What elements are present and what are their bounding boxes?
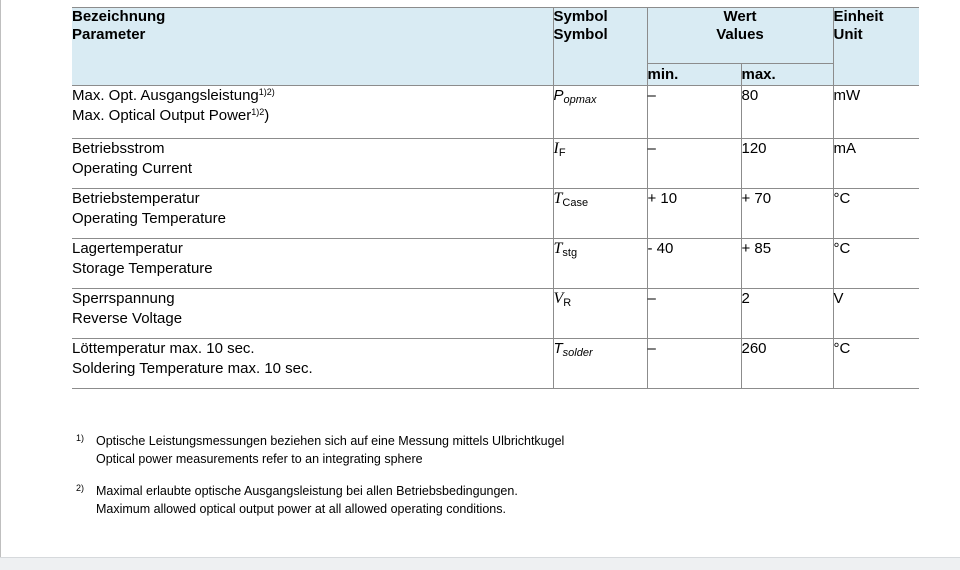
table-row bbox=[72, 189, 919, 239]
header-symbol-de: Symbol bbox=[553, 8, 608, 25]
row-parameter-de: Sperrspannung bbox=[72, 290, 175, 307]
footnotes bbox=[74, 432, 934, 532]
row-parameter-en-tail: ) bbox=[264, 107, 270, 124]
row-max: 120 bbox=[741, 139, 833, 189]
row-parameter bbox=[72, 339, 553, 389]
row-parameter bbox=[72, 86, 553, 139]
footnote-ref: 1)2) bbox=[258, 87, 275, 97]
ratings-table bbox=[72, 7, 919, 389]
row-symbol bbox=[553, 339, 647, 389]
row-min: – bbox=[647, 289, 741, 339]
row-parameter bbox=[72, 239, 553, 289]
header-values-de: Wert bbox=[723, 8, 757, 25]
footnote-text-de: Optische Leistungsmessungen beziehen sich auf eine Messung mittels Ulbrichtkugel bbox=[96, 434, 565, 448]
row-symbol bbox=[553, 189, 647, 239]
symbol-main: T bbox=[553, 340, 563, 357]
header-parameter-en: Parameter bbox=[72, 26, 146, 43]
row-parameter-en: Operating Temperature bbox=[72, 210, 226, 227]
row-parameter bbox=[72, 139, 553, 189]
table-row bbox=[72, 86, 919, 139]
symbol-sub: solder bbox=[562, 347, 593, 359]
row-max: + 70 bbox=[741, 189, 833, 239]
header-values bbox=[647, 8, 833, 64]
row-parameter-en: Storage Temperature bbox=[72, 260, 213, 277]
symbol-main: T bbox=[553, 190, 563, 207]
row-parameter bbox=[72, 289, 553, 339]
row-min: – bbox=[647, 86, 741, 139]
header-parameter bbox=[72, 8, 553, 86]
row-parameter-de: Löttemperatur max. 10 sec. bbox=[72, 340, 255, 357]
row-min: + 10 bbox=[647, 189, 741, 239]
header-min: min. bbox=[647, 64, 741, 86]
header-max: max. bbox=[741, 64, 833, 86]
symbol-sub: Case bbox=[562, 197, 589, 209]
table-row bbox=[72, 239, 919, 289]
row-parameter bbox=[72, 189, 553, 239]
symbol-sub: F bbox=[558, 147, 566, 159]
symbol-main: V bbox=[553, 290, 564, 307]
row-symbol bbox=[553, 289, 647, 339]
row-parameter-en: Soldering Temperature max. 10 sec. bbox=[72, 360, 313, 377]
row-min: – bbox=[647, 339, 741, 389]
symbol-main: T bbox=[553, 240, 563, 257]
footnote-ref: 1)2 bbox=[251, 107, 265, 117]
row-min: – bbox=[647, 139, 741, 189]
table-row bbox=[72, 139, 919, 189]
footnote-mark: 1) bbox=[76, 433, 85, 443]
page-left-border bbox=[0, 0, 1, 557]
header-values-en: Values bbox=[716, 26, 764, 43]
row-unit: °C bbox=[833, 239, 919, 289]
row-unit: mW bbox=[833, 86, 919, 139]
symbol-sub: opmax bbox=[563, 94, 597, 106]
header-unit-en: Unit bbox=[833, 26, 863, 43]
row-parameter-en: Reverse Voltage bbox=[72, 310, 183, 327]
bottom-strip bbox=[0, 557, 960, 570]
row-parameter-de: Betriebstemperatur bbox=[72, 190, 200, 207]
row-unit: V bbox=[833, 289, 919, 339]
row-symbol bbox=[553, 139, 647, 189]
header-symbol-en: Symbol bbox=[553, 26, 608, 43]
footnote-text-en: Maximum allowed optical output power at all allowed operating conditions. bbox=[96, 502, 506, 516]
symbol-sub: R bbox=[563, 297, 572, 309]
row-max: 260 bbox=[741, 339, 833, 389]
row-unit: °C bbox=[833, 189, 919, 239]
row-symbol bbox=[553, 86, 647, 139]
footnote-text-en: Optical power measurements refer to an integrating sphere bbox=[96, 452, 423, 466]
symbol-main: I bbox=[553, 140, 559, 157]
row-parameter-en: Operating Current bbox=[72, 160, 193, 177]
footnote-text-de: Maximal erlaubte optische Ausgangsleistung bei allen Betriebsbedingungen. bbox=[96, 484, 518, 498]
row-unit: °C bbox=[833, 339, 919, 389]
footnote bbox=[74, 432, 934, 468]
row-parameter-de: Lagertemperatur bbox=[72, 240, 183, 257]
symbol-sub: stg bbox=[562, 247, 578, 259]
symbol-main: P bbox=[553, 87, 564, 104]
table-row bbox=[72, 339, 919, 389]
header-parameter-de: Bezeichnung bbox=[72, 8, 166, 25]
row-max: + 85 bbox=[741, 239, 833, 289]
row-unit: mA bbox=[833, 139, 919, 189]
header-symbol bbox=[553, 8, 647, 86]
row-parameter-de: Max. Opt. Ausgangsleistung bbox=[72, 87, 259, 104]
row-max: 2 bbox=[741, 289, 833, 339]
footnote-mark: 2) bbox=[76, 483, 85, 493]
row-parameter-en: Max. Optical Output Power bbox=[72, 107, 252, 124]
row-max: 80 bbox=[741, 86, 833, 139]
header-unit bbox=[833, 8, 919, 86]
header-unit-de: Einheit bbox=[833, 8, 884, 25]
table-row bbox=[72, 289, 919, 339]
footnote bbox=[74, 482, 934, 518]
row-parameter-de: Betriebsstrom bbox=[72, 140, 165, 157]
row-min: - 40 bbox=[647, 239, 741, 289]
row-symbol bbox=[553, 239, 647, 289]
